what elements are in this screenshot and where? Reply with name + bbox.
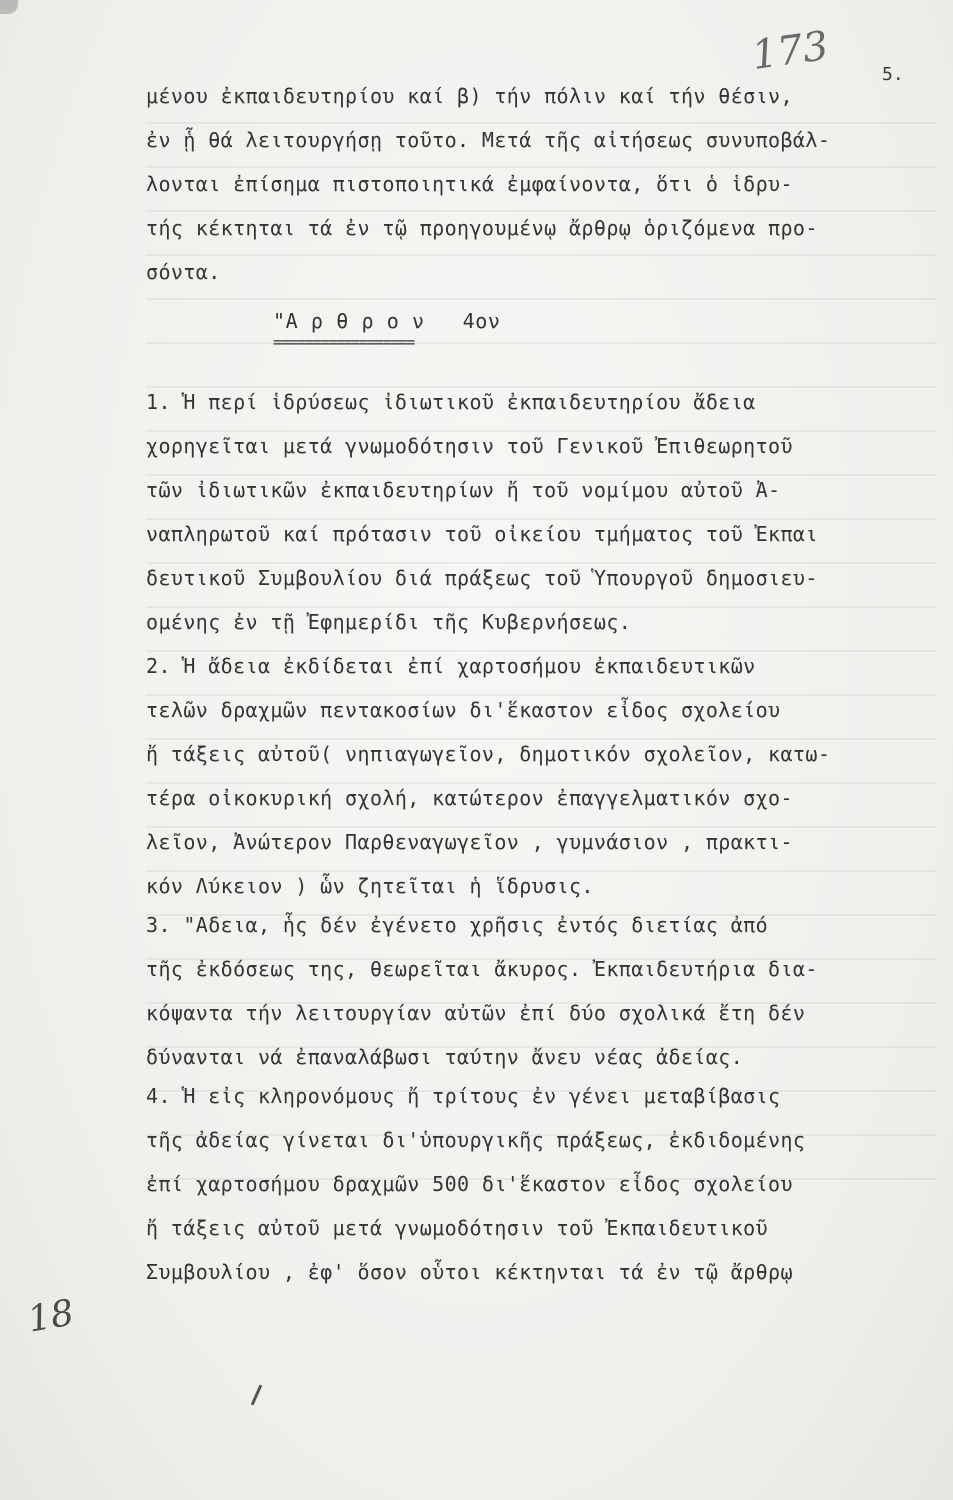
- text-line: ἤ τάξεις αὐτοῦ( νηπιαγωγεῖον, δημοτικόν σχολεῖον, κατω-: [146, 742, 831, 766]
- text-line: ἤ τάξεις αὐτοῦ μετά γνωμοδότησιν τοῦ Ἐκπαιδευτικοῦ: [146, 1216, 769, 1240]
- intro-paragraph: [146, 84, 936, 285]
- text-line: ναπληρωτοῦ καί πρότασιν τοῦ οἰκείου τμήματος τοῦ Ἐκπαι: [146, 522, 818, 546]
- text-line: τῶν ἰδιωτικῶν ἐκπαιδευτηρίων ἤ τοῦ νομίμου αὐτοῦ Ἀ-: [146, 478, 781, 502]
- handwritten-folio-number: 173: [749, 22, 832, 80]
- text-line: τής κέκτηται τά ἐν τῷ προηγουμένῳ ἄρθρῳ ὁριζόμενα προ-: [146, 216, 818, 240]
- text-line: κόν Λύκειον ) ὧν ζητεῖται ἡ ἵδρυσις.: [146, 874, 594, 898]
- paragraph-4: [146, 1084, 936, 1285]
- text-line: τελῶν δραχμῶν πεντακοσίων δι'ἕκαστον εἶδος σχολείου: [146, 698, 781, 722]
- text-line: τῆς ἐκδόσεως της, θεωρεῖται ἄκυρος. Ἐκπαιδευτήρια δια-: [146, 957, 818, 981]
- text-line: δευτικοῦ Συμβουλίου διά πράξεως τοῦ Ὑπουργοῦ δημοσιευ-: [146, 566, 818, 590]
- text-line: λονται ἐπίσημα πιστοποιητικά ἐμφαίνοντα, ὅτι ὁ ἱδρυ-: [146, 172, 793, 196]
- text-line: ἐπί χαρτοσήμου δραχμῶν 500 δι'ἕκαστον εἶδος σχολείου: [146, 1172, 793, 1196]
- text-line: ομένης ἐν τῇ Ἐφημερίδι τῆς Κυβερνήσεως.: [146, 610, 632, 634]
- text-line: κόψαντα τήν λειτουργίαν αὐτῶν ἐπί δύο σχολικά ἔτη δέν: [146, 1001, 806, 1025]
- page-number: 5.: [882, 64, 904, 85]
- article-heading-underline: ==================: [273, 333, 414, 351]
- paragraph-2: [146, 654, 936, 899]
- text-line: σόντα.: [146, 260, 221, 284]
- text-line: τῆς ἀδείας γίνεται δι'ὑπουργικῆς πράξεως, ἐκδιδομένης: [146, 1128, 806, 1152]
- text-line: δύνανται νά ἐπαναλάβωσι ταύτην ἄνευ νέας ἀδείας.: [146, 1045, 744, 1069]
- text-line: χορηγεῖται μετά γνωμοδότησιν τοῦ Γενικοῦ Ἐπιθεωρητοῦ: [146, 434, 793, 458]
- paragraph-1: [146, 390, 936, 635]
- article-heading: "Α ρ θ ρ ο ν 4ον: [273, 309, 501, 333]
- handwritten-margin-note: 18: [24, 1292, 78, 1341]
- text-line: λεῖον, Ἀνώτερον Παρθεναγωγεῖον , γυμνάσιον , πρακτι-: [146, 830, 793, 854]
- pen-stroke-mark: [251, 1384, 263, 1405]
- text-line: τέρα οἰκοκυρική σχολή, κατώτερον ἐπαγγελματικόν σχο-: [146, 786, 793, 810]
- typewritten-body: [146, 84, 936, 1285]
- paragraph-3: [146, 913, 936, 1070]
- text-line: 3. "Αδεια, ἧς δέν ἐγένετο χρῆσις ἐντός διετίας ἀπό: [146, 913, 769, 937]
- text-line: Συμβουλίου , ἐφ' ὅσον οὗτοι κέκτηνται τά ἐν τῷ ἄρθρῳ: [146, 1260, 793, 1284]
- text-line: 2. Ἡ ἄδεια ἐκδίδεται ἐπί χαρτοσήμου ἐκπαιδευτικῶν: [146, 654, 756, 678]
- corner-smudge: [0, 0, 18, 14]
- text-line: ἐν ᾗ θά λειτουργήσῃ τοῦτο. Μετά τῆς αἰτήσεως συνυποβάλ-: [146, 128, 831, 152]
- text-line: 4. Ἡ εἰς κληρονόμους ἤ τρίτους ἐν γένει μεταβίβασις: [146, 1084, 781, 1108]
- text-line: μένου ἐκπαιδευτηρίου καί β) τήν πόλιν καί τήν θέσιν,: [146, 84, 793, 108]
- text-line: 1. Ἡ περί ἱδρύσεως ἰδιωτικοῦ ἐκπαιδευτηρίου ἄδεια: [146, 390, 756, 414]
